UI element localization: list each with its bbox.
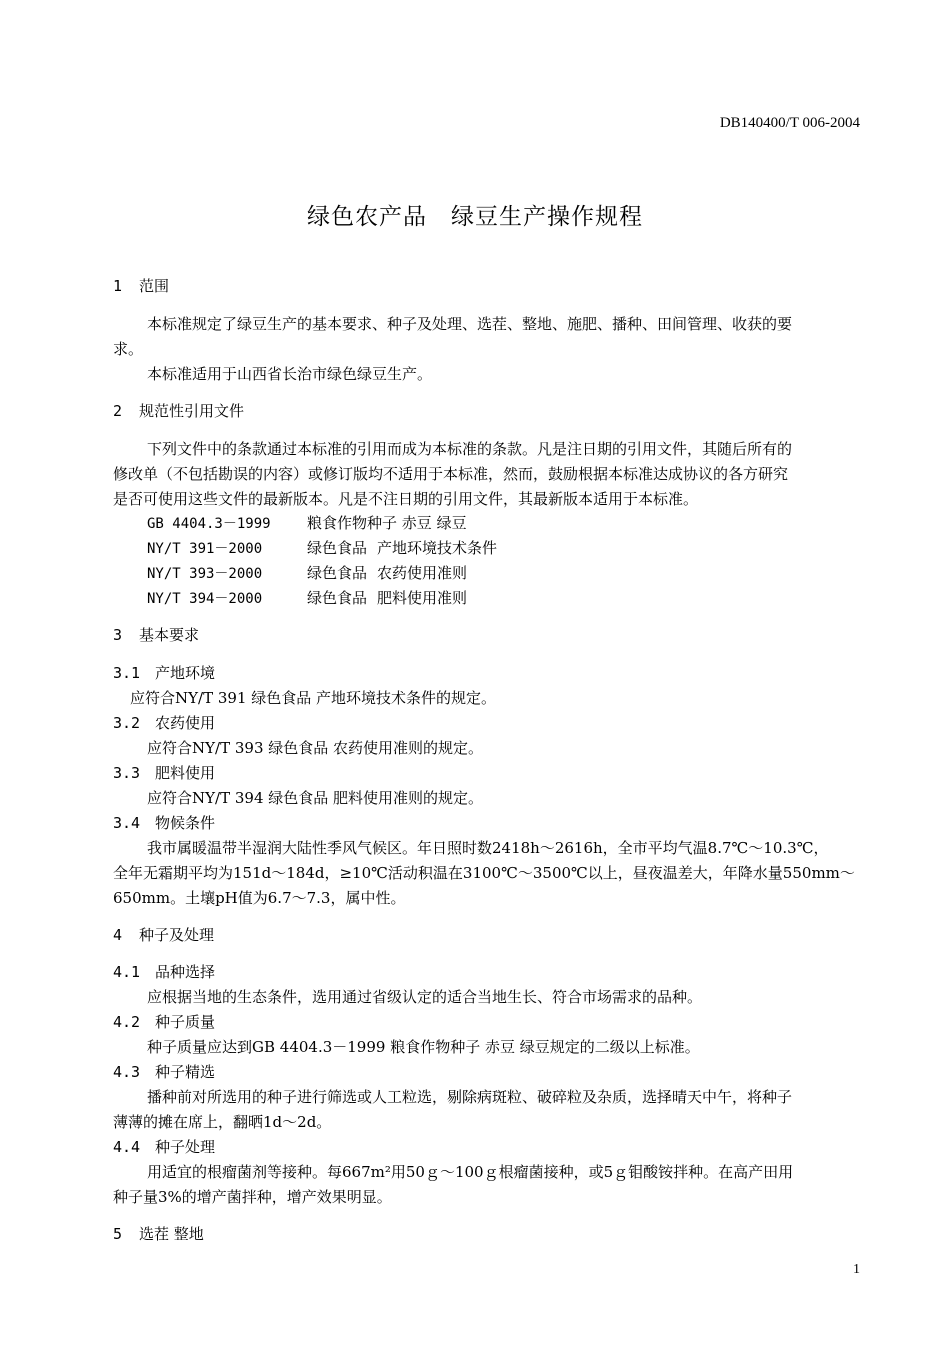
section-5-heading: 5 选茬 整地 <box>113 1225 204 1243</box>
s3-4-line1: 我市属暖温带半湿润大陆性季风气候区。年日照时数2418h～2616h，全市平均气温8.7℃～10.3℃， <box>147 839 829 857</box>
title-part-1: 绿色农产品 <box>307 204 427 230</box>
page-title <box>0 198 950 231</box>
section-4-4-heading: 4.4 种子处理 <box>113 1138 216 1156</box>
section-3-3-heading: 3.3 肥料使用 <box>113 764 216 782</box>
reference-item: NY/T 394－2000 绿色食品 肥料使用准则 <box>147 589 468 607</box>
section-3-1-heading: 3.1 产地环境 <box>113 664 216 682</box>
s3-1-text: 应符合NY/T 391 绿色食品 产地环境技术条件的规定。 <box>130 689 497 707</box>
s2-p1-line1: 下列文件中的条款通过本标准的引用而成为本标准的条款。凡是注日期的引用文件，其随后所有的 <box>147 440 793 458</box>
page-number: 1 <box>853 1262 860 1277</box>
section-1-heading: 1 范围 <box>113 277 170 295</box>
section-4-2-heading: 4.2 种子质量 <box>113 1013 216 1031</box>
s3-4-line3: 650mm。土壤pH值为6.7～7.3，属中性。 <box>113 889 406 907</box>
s1-p1-line2: 求。 <box>113 340 144 358</box>
s2-p1-line3: 是否可使用这些文件的最新版本。凡是不注日期的引用文件，其最新版本适用于本标准。 <box>113 490 699 508</box>
s4-3-line2: 薄薄的摊在席上，翻晒1d～2d。 <box>113 1113 332 1131</box>
reference-item: NY/T 391－2000 绿色食品 产地环境技术条件 <box>147 539 498 557</box>
document-code: DB140400/T 006-2004 <box>719 115 860 131</box>
title-part-2: 绿豆生产操作规程 <box>451 204 643 230</box>
s4-1-text: 应根据当地的生态条件，选用通过省级认定的适合当地生长、符合市场需求的品种。 <box>147 988 703 1006</box>
s4-4-line2: 种子量3%的增产菌拌种，增产效果明显。 <box>113 1188 392 1206</box>
s3-3-text: 应符合NY/T 394 绿色食品 肥料使用准则的规定。 <box>147 789 484 807</box>
section-3-heading: 3 基本要求 <box>113 626 200 644</box>
section-3-2-heading: 3.2 农药使用 <box>113 714 216 732</box>
reference-item: GB 4404.3－1999 粮食作物种子 赤豆 绿豆 <box>147 514 467 532</box>
s4-2-text: 种子质量应达到GB 4404.3－1999 粮食作物种子 赤豆 绿豆规定的二级以上标准。 <box>147 1038 700 1056</box>
s3-2-text: 应符合NY/T 393 绿色食品 农药使用准则的规定。 <box>147 739 484 757</box>
section-3-4-heading: 3.4 物候条件 <box>113 814 216 832</box>
s3-4-line2: 全年无霜期平均为151d～184d，≥10℃活动积温在3100℃～3500℃以上，昼夜温差大，年降水量550mm～ <box>113 864 855 882</box>
section-2-heading: 2 规范性引用文件 <box>113 402 245 420</box>
s2-p1-line2: 修改单（不包括勘误的内容）或修订版均不适用于本标准，然而，鼓励根据本标准达成协议的各方研究 <box>113 465 789 483</box>
s1-p1-line1: 本标准规定了绿豆生产的基本要求、种子及处理、选茬、整地、施肥、播种、田间管理、收获的要 <box>147 315 793 333</box>
s4-3-line1: 播种前对所选用的种子进行筛选或人工粒选，剔除病斑粒、破碎粒及杂质，选择晴天中午，将种子 <box>147 1088 793 1106</box>
s1-p2: 本标准适用于山西省长治市绿色绿豆生产。 <box>147 365 433 383</box>
section-4-heading: 4 种子及处理 <box>113 926 215 944</box>
reference-item: NY/T 393－2000 绿色食品 农药使用准则 <box>147 564 468 582</box>
section-4-1-heading: 4.1 品种选择 <box>113 963 216 981</box>
s4-4-line1: 用适宜的根瘤菌剂等接种。每667m²用50ｇ～100ｇ根瘤菌接种，或5ｇ钼酸铵拌种。在高产田用 <box>147 1163 794 1181</box>
section-4-3-heading: 4.3 种子精选 <box>113 1063 216 1081</box>
